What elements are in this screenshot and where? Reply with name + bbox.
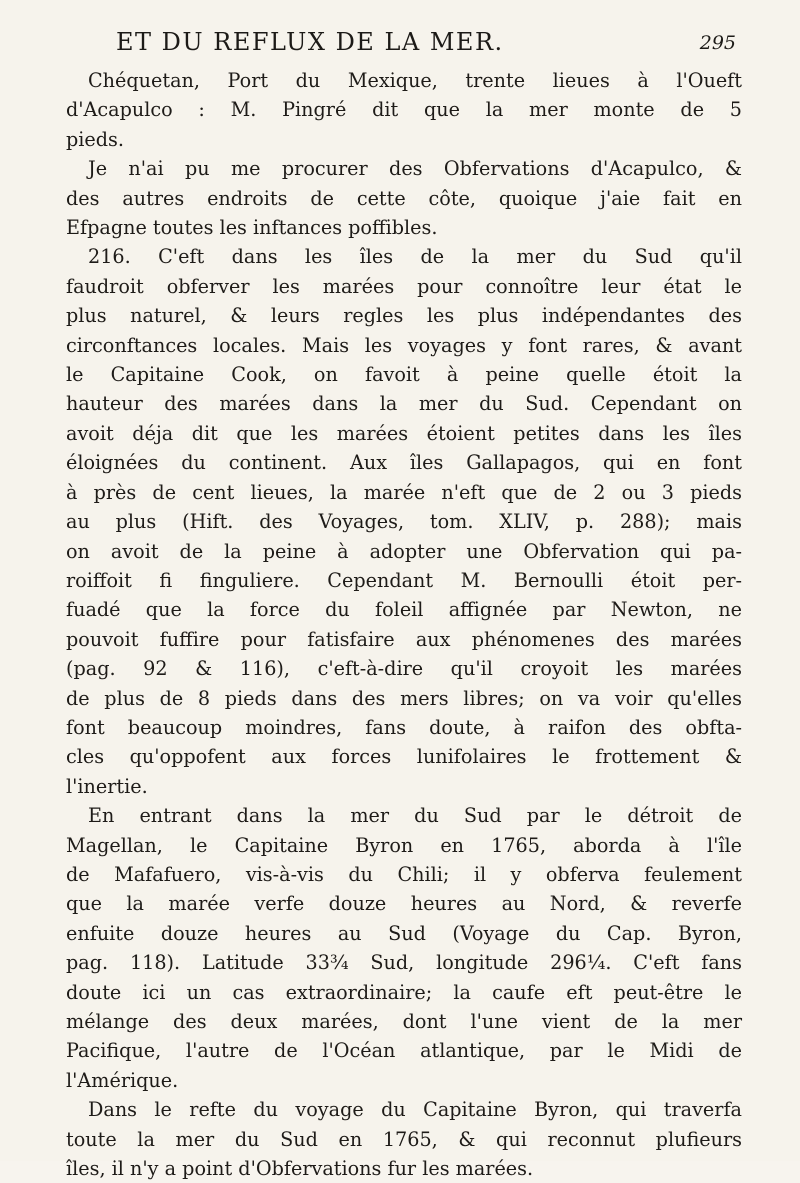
text-line: le Capitaine Cook, on favoit à peine quelle étoit la bbox=[66, 363, 742, 387]
text-line: Magellan, le Capitaine Byron en 1765, aborda à l'île bbox=[66, 833, 742, 857]
text-line: pieds. bbox=[66, 127, 125, 151]
body-text bbox=[66, 66, 742, 1183]
text-line: toute la mer du Sud en 1765, & qui reconnut plufieurs bbox=[66, 1127, 742, 1151]
text-line: mélange des deux marées, dont l'une vient de la mer bbox=[66, 1010, 742, 1033]
text-line: de plus de 8 pieds dans des mers libres; on va voir qu'elles bbox=[66, 686, 742, 710]
text-line: éloignées du continent. Aux îles Gallapagos, qui en font bbox=[66, 451, 742, 475]
text-line: (pag. 92 & 116), c'eft-à-dire qu'il croyoit les marées bbox=[66, 657, 742, 681]
text-line: font beaucoup moindres, fans doute, à raifon des obfta- bbox=[66, 715, 742, 739]
running-head: ET DU REFLUX DE LA MER. bbox=[116, 28, 504, 56]
text-line: hauteur des marées dans la mer du Sud. Cependant on bbox=[66, 392, 742, 416]
text-line: de Mafafuero, vis-à-vis du Chili; il y obferva feulement bbox=[66, 862, 742, 886]
text-line: circonftances locales. Mais les voyages y font rares, & avant bbox=[66, 333, 742, 357]
text-line: roiffoit fi finguliere. Cependant M. Bernoulli étoit per- bbox=[66, 568, 742, 592]
text-line: on avoit de la peine à adopter une Obfervation qui pa- bbox=[66, 539, 742, 563]
text-line: cles qu'oppofent aux forces lunifolaires le frottement & bbox=[66, 745, 742, 769]
text-line: au plus (Hift. des Voyages, tom. XLIV, p. 288); mais bbox=[66, 510, 742, 534]
text-line: plus naturel, & leurs regles les plus indépendantes des bbox=[66, 304, 742, 328]
text-line: que la marée verfe douze heures au Nord, & reverfe bbox=[66, 892, 742, 916]
page-number: 295 bbox=[699, 32, 736, 54]
text-line: pag. 118). Latitude 33¾ Sud, longitude 296¼. C'eft fans bbox=[66, 951, 742, 975]
text-line: îles, il n'y a point d'Obfervations fur les marées. bbox=[66, 1157, 534, 1181]
text-line: Chéquetan, Port du Mexique, trente lieues à l'Oueft bbox=[88, 69, 742, 92]
text-line: enfuite douze heures au Sud (Voyage du Cap. Byron, bbox=[66, 921, 742, 945]
text-line: Pacifique, l'autre de l'Océan atlantique, par le Midi de bbox=[66, 1039, 742, 1063]
text-line: Dans le refte du voyage du Capitaine Byron, qui traverfa bbox=[88, 1098, 742, 1122]
text-line: d'Acapulco : M. Pingré dit que la mer monte de 5 bbox=[66, 98, 742, 122]
text-line: doute ici un cas extraordinaire; la caufe eft peut-être le bbox=[66, 980, 742, 1004]
text-line: Je n'ai pu me procurer des Obfervations d'Acapulco, & bbox=[88, 157, 742, 181]
page-header bbox=[66, 28, 738, 62]
text-line: 216. C'eft dans les îles de la mer du Sud qu'il bbox=[88, 245, 742, 269]
text-line: fuadé que la force du foleil affignée par Newton, ne bbox=[66, 598, 742, 622]
text-line: pouvoit fuffire pour fatisfaire aux phénomenes des marées bbox=[66, 627, 742, 651]
text-line: faudroit obferver les marées pour connoître leur état le bbox=[66, 274, 742, 298]
text-line: l'inertie. bbox=[66, 774, 148, 798]
text-line: En entrant dans la mer du Sud par le détroit de bbox=[88, 804, 742, 828]
text-line: avoit déja dit que les marées étoient petites dans les îles bbox=[66, 421, 742, 445]
text-line: des autres endroits de cette côte, quoique j'aie fait en bbox=[66, 186, 742, 210]
text-line: l'Amérique. bbox=[66, 1068, 179, 1092]
text-line: à près de cent lieues, la marée n'eft que de 2 ou 3 pieds bbox=[66, 480, 742, 504]
text-line: Efpagne toutes les inftances poffibles. bbox=[66, 216, 438, 240]
